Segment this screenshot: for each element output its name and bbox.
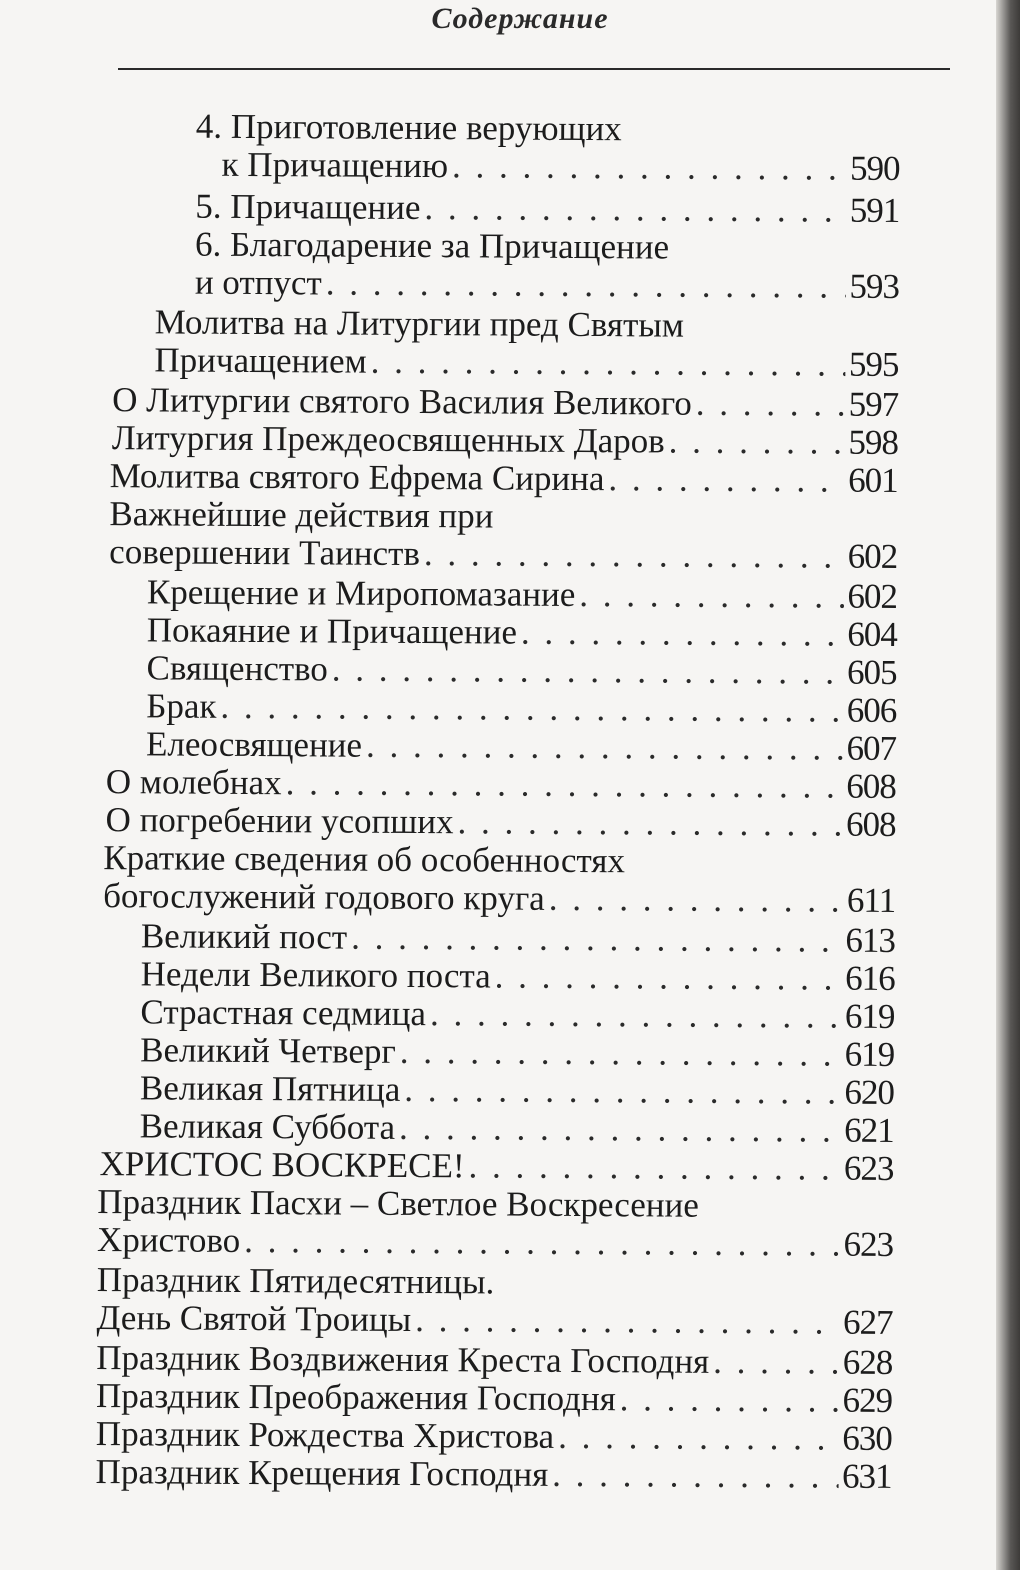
- toc-leader-dots: [399, 1109, 840, 1150]
- toc-page-number: 621: [844, 1110, 894, 1150]
- toc-entry: [99, 1145, 893, 1188]
- toc-entry-title: Недели Великого поста: [140, 954, 491, 996]
- toc-page-number: 605: [846, 652, 897, 692]
- toc-entry-title-line1: 6. Благодарение за Причащение: [195, 224, 670, 267]
- toc-page-number: 607: [846, 728, 897, 768]
- toc-entry-title: Литургия Преждеосвященных Даров: [111, 418, 665, 461]
- toc-entry-title: Покаяние и Причащение: [146, 610, 518, 652]
- toc-entry: [110, 457, 898, 500]
- toc-entry: [109, 495, 897, 576]
- toc-leader-dots: [424, 535, 844, 576]
- toc-leader-dots: [495, 957, 842, 997]
- toc-entry-title: совершении Таинств: [109, 532, 421, 574]
- toc-entry-title: Священство: [146, 648, 329, 689]
- toc-page-number: 631: [841, 1456, 892, 1496]
- toc-entry-title: О Литургии святого Василия Великого: [112, 380, 692, 423]
- toc-entry-title: О погребении усопших: [105, 800, 454, 842]
- header-rule: [118, 68, 950, 70]
- toc-page-number: 611: [846, 880, 896, 920]
- toc-entry-title: Великая Пятница: [139, 1068, 401, 1109]
- toc-page-number: 623: [843, 1224, 894, 1264]
- toc-entry-title: День Святой Троицы: [96, 1298, 412, 1339]
- toc-entry-title: богослужений годового круга: [103, 876, 545, 918]
- toc-page-number: 608: [845, 804, 896, 844]
- toc-entry-title: Праздник Рождества Христова: [95, 1414, 555, 1456]
- toc-entry-title: Христово: [96, 1220, 241, 1260]
- table-of-contents: [0, 98, 1000, 1496]
- toc-page-number: 602: [847, 576, 898, 616]
- toc-leader-dots: [404, 1071, 840, 1112]
- toc-page-number: 606: [846, 690, 897, 730]
- toc-leader-dots: [713, 1343, 839, 1382]
- book-spine-edge: [996, 0, 1020, 1570]
- toc-entry: [106, 763, 896, 806]
- toc-entry-title-line1: Праздник Пасхи – Светлое Воскресение: [97, 1182, 699, 1225]
- toc-entry: [112, 381, 898, 424]
- toc-page-number: 608: [846, 766, 896, 806]
- toc-entry: [146, 649, 896, 692]
- toc-leader-dots: [579, 576, 843, 616]
- toc-page-number: 628: [842, 1342, 893, 1382]
- toc-entry-title: Страстная седмица: [140, 992, 427, 1034]
- toc-page-number: 627: [842, 1302, 893, 1342]
- toc-page-number: 630: [842, 1418, 892, 1458]
- toc-page-number: 613: [845, 920, 896, 960]
- toc-page-number: 602: [847, 536, 898, 576]
- toc-leader-dots: [286, 764, 843, 805]
- toc-leader-dots: [366, 727, 843, 768]
- toc-leader-dots: [371, 343, 845, 384]
- toc-entry: [146, 725, 896, 768]
- toc-leader-dots: [552, 1456, 838, 1496]
- toc-entry-title: Великая Суббота: [139, 1106, 396, 1147]
- toc-entry: [147, 611, 897, 654]
- toc-leader-dots: [608, 460, 844, 499]
- toc-entry-title-line1: 4. Приготовление верующих: [195, 106, 622, 149]
- toc-leader-dots: [468, 1147, 840, 1187]
- toc-page-number: 629: [842, 1380, 893, 1420]
- toc-entry-title: ХРИСТОС ВОСКРЕСЕ!: [99, 1144, 465, 1186]
- toc-leader-dots: [424, 189, 846, 230]
- toc-leader-dots: [521, 614, 843, 654]
- toc-page-number: 591: [849, 190, 900, 230]
- toc-entry: [97, 1183, 893, 1264]
- toc-leader-dots: [244, 1222, 840, 1264]
- toc-entry: [195, 188, 899, 230]
- toc-entry: [141, 917, 895, 960]
- toc-page-number: 595: [848, 344, 899, 384]
- toc-page-number: 593: [849, 266, 900, 306]
- toc-entry-title-line1: Праздник Пятидесятницы.: [96, 1260, 495, 1302]
- toc-page-number: 601: [848, 460, 898, 500]
- toc-page-number: 623: [843, 1148, 894, 1188]
- toc-entry-title-line1: Молитва на Литургии пред Святым: [154, 302, 685, 345]
- toc-entry: [154, 303, 898, 384]
- toc-entry: [146, 687, 896, 730]
- toc-entry: [196, 108, 900, 188]
- toc-leader-dots: [549, 880, 843, 920]
- toc-leader-dots: [332, 650, 843, 691]
- toc-entry-title: Великий Четверг: [140, 1030, 396, 1071]
- toc-entry-title: Великий пост: [140, 916, 348, 957]
- toc-entry-title: 5. Причащение: [195, 186, 421, 228]
- toc-entry-title: и отпуст: [194, 262, 322, 303]
- toc-entry-title: Праздник Преображения Господня: [95, 1376, 616, 1419]
- toc-entry: [103, 839, 895, 920]
- toc-entry: [96, 1415, 892, 1458]
- toc-entry-title: Праздник Воздвижения Креста Господня: [96, 1338, 710, 1381]
- toc-leader-dots: [415, 1301, 839, 1342]
- toc-leader-dots: [430, 995, 841, 1036]
- toc-leader-dots: [457, 803, 842, 843]
- toc-entry: [96, 1261, 892, 1342]
- running-header: Содержание: [431, 2, 609, 35]
- toc-entry: [105, 801, 895, 844]
- toc-leader-dots: [351, 919, 841, 960]
- toc-leader-dots: [400, 1033, 841, 1074]
- toc-entry-title: Елеосвящение: [145, 724, 363, 765]
- toc-entry: [140, 1031, 894, 1074]
- toc-entry-title-line1: Краткие сведения об особенностях: [103, 838, 626, 881]
- toc-entry: [140, 1107, 894, 1150]
- toc-page-number: 604: [847, 614, 897, 654]
- toc-entry-title: Крещение и Миропомазание: [146, 572, 576, 614]
- toc-page-number: 616: [845, 958, 895, 998]
- toc-entry-title: О молебнах: [105, 762, 282, 803]
- toc-leader-dots: [452, 147, 846, 187]
- toc-leader-dots: [558, 1418, 838, 1458]
- toc-entry: [141, 955, 895, 998]
- toc-page-number: 620: [844, 1072, 895, 1112]
- toc-entry: [140, 1069, 894, 1112]
- toc-leader-dots: [620, 1380, 839, 1419]
- toc-entry: [112, 419, 898, 462]
- toc-entry-title: Брак: [146, 686, 217, 726]
- toc-entry: [96, 1339, 892, 1382]
- toc-entry: [195, 226, 899, 306]
- toc-entry-title: к Причащению: [221, 144, 449, 186]
- toc-page-number: 590: [849, 148, 900, 188]
- toc-entry: [140, 993, 894, 1036]
- toc-page-number: 597: [848, 384, 899, 424]
- toc-leader-dots: [696, 385, 845, 424]
- toc-entry-title: Молитва святого Ефрема Сирина: [109, 456, 605, 499]
- toc-leader-dots: [326, 264, 846, 305]
- toc-entry: [96, 1453, 892, 1496]
- toc-entry-title: Праздник Крещения Господня: [95, 1452, 549, 1494]
- toc-leader-dots: [220, 688, 843, 730]
- toc-entry-title-line1: Важнейшие действия при: [109, 494, 494, 536]
- toc-entry-title: Причащением: [154, 340, 367, 381]
- toc-page-number: 598: [848, 422, 899, 462]
- toc-page-number: 619: [844, 1034, 895, 1074]
- toc-page-number: 619: [844, 996, 895, 1036]
- toc-entry: [96, 1377, 892, 1420]
- toc-leader-dots: [669, 423, 845, 462]
- toc-entry: [147, 573, 897, 616]
